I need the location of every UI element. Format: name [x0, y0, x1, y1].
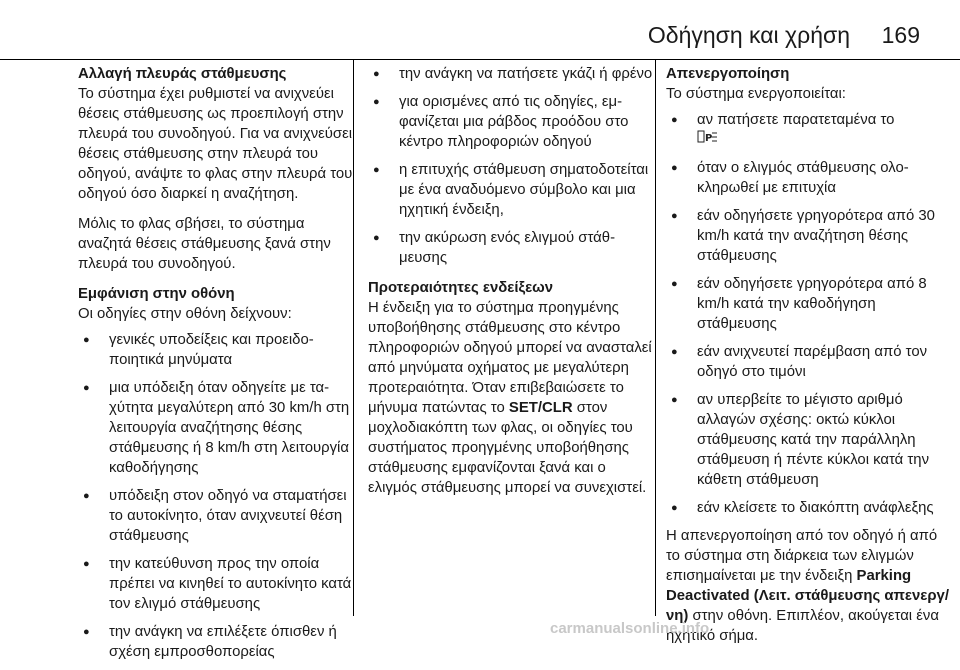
heading-change-side: Αλλαγή πλευράς στάθμευσης — [78, 66, 287, 82]
list-item: ● όταν ο ελιγμός στάθμευσης ολοκληρωθεί με επιτυχία — [666, 158, 954, 198]
list-item: ● εάν οδηγήσετε γρηγορότερα από 8 km/h κατά την καθοδήγηση στάθμευσης — [666, 274, 954, 334]
heading-deactivation: Απενεργοποίηση — [666, 66, 790, 82]
list-item: ● την ανάγκη να πατήσετε γκάζι ή φρένο — [368, 64, 654, 84]
list-item: ● την κατεύθυνση προς την οποία πρέπει να κινηθεί το αυτοκίνητο κατά τον ελιγμό στάθμευσης — [78, 554, 354, 614]
paragraph-priorities — [368, 298, 654, 498]
page-number: 169 — [881, 22, 920, 48]
list-item: ● μια υπόδειξη όταν οδηγείτε με ταχύτητα μεγαλύτερη από 30 km/h στη λειτουργία αναζήτησης θέσης στάθμευσης ή 8 km/h στη λειτουργία καθοδήγησης — [78, 378, 354, 478]
page-header — [0, 0, 960, 60]
list-item: ● εάν κλείσετε το διακόπτη ανάφλεξης — [666, 498, 954, 518]
paragraph-indicator-off: Μόλις το φλας σβήσει, το σύστημα αναζητά θέσεις στάθμευσης ξανά στην πλευρά του συνοδηγού. — [78, 216, 331, 272]
list-item: ● την ανάγκη να επιλέξετε όπισθεν ή σχέση εμπροσθοπορείας — [78, 622, 354, 662]
deactivation-text-end: στην οθόνη. Επιπλέον, ακούγεται ένα ηχητικό σήμα. — [666, 608, 939, 644]
svg-text:P: P — [705, 133, 712, 144]
header-rule — [0, 59, 960, 60]
column-divider-2 — [655, 60, 656, 616]
priorities-text-end: στον μοχλοδιακόπτη των φλας, οι οδηγίες του συστήματος προηγμένης υποβοήθησης στάθμευσης εμφανίζονται ξανά και ο ελιγμός στάθμευσης μπορεί να συνεχιστεί. — [368, 400, 647, 496]
heading-priorities: Προτεραιότητες ενδείξεων — [368, 280, 554, 296]
list-item: ● εάν οδηγήσετε γρηγορότερα από 30 km/h κατά την αναζήτηση θέσης στάθμευσης — [666, 206, 954, 266]
display-intro: Οι οδηγίες στην οθόνη δείχνουν: — [78, 306, 292, 322]
display-list-continued — [368, 64, 654, 268]
list-item: ● για ορισμένες από τις οδηγίες, εμφανίζεται μια ράβδος προόδου στο κέντρο πληροφοριών οδηγού — [368, 92, 654, 152]
deactivation-text: Η απενεργοποίηση από τον οδηγό ή από το σύστημα στη διάρκεια των ελιγμών επισημαίνεται με την ένδειξη — [666, 528, 938, 584]
parking-deactivated-label: Parking Deactivated (Λειτ. στάθμευσης απενεργ/νη) — [666, 568, 949, 624]
column-1 — [78, 64, 354, 670]
watermark: carmanualsonline.info — [550, 620, 710, 637]
deactivation-list — [666, 110, 954, 518]
deactivation-intro: Το σύστημα ενεργοποιείται: — [666, 86, 846, 102]
priorities-text: Η ένδειξη για το σύστημα προηγμένης υποβοήθησης στάθμευσης στο κέντρο πληροφοριών οδηγού μπορεί να ανασταλεί από μηνύματα οχήματος με μεγαλύτερη προτεραιότητα. Όταν επιβεβαιώσετε το μήνυμα πατώντας το — [368, 300, 652, 416]
list-item: ● η επιτυχής στάθμευση σηματοδοτείται με ένα αναδυόμενο σύμβολο και μια ηχητική ένδειξη, — [368, 160, 654, 220]
list-item-text: αν πατήσετε παρατεταμένα το — [697, 112, 895, 128]
list-item: ● εάν ανιχνευτεί παρέμβαση από τον οδηγό στο τιμόνι — [666, 342, 954, 382]
list-item — [666, 110, 954, 150]
column-2 — [368, 64, 654, 498]
list-item: ● αν υπερβείτε το μέγιστο αριθμό αλλαγών σχέσης: οκτώ κύκλοι στάθμευσης κατά την παράλληλη στάθμευση ή πέντε κύκλοι κατά την κάθετη στάθμευση — [666, 390, 954, 490]
header-title: Οδήγηση και χρήση — [647, 22, 850, 48]
parking-assist-icon — [697, 130, 719, 150]
list-item: ● γενικές υποδείξεις και προειδοποιητικά μηνύματα — [78, 330, 354, 370]
list-item: ● υπόδειξη στον οδηγό να σταματήσει το αυτοκίνητο, όταν ανιχνευτεί θέση στάθμευσης — [78, 486, 354, 546]
column-3 — [666, 64, 954, 646]
display-list — [78, 330, 354, 662]
set-clr-label: SET/CLR — [508, 400, 573, 416]
paragraph-change-side: Το σύστημα έχει ρυθμιστεί να ανιχνεύει θέσεις στάθμευσης ως προεπιλογή στην πλευρά του συνοδηγού. Για να ανιχνεύσει θέσεις στάθμευσης στην πλευρά του οδηγού, ανάψτε το φλας στην πλευρά του οδηγού όσο διαρκεί η αναζήτηση. — [78, 86, 353, 202]
heading-display: Εμφάνιση στην οθόνη — [78, 286, 235, 302]
list-item: ● την ακύρωση ενός ελιγμού στάθμευσης — [368, 228, 654, 268]
